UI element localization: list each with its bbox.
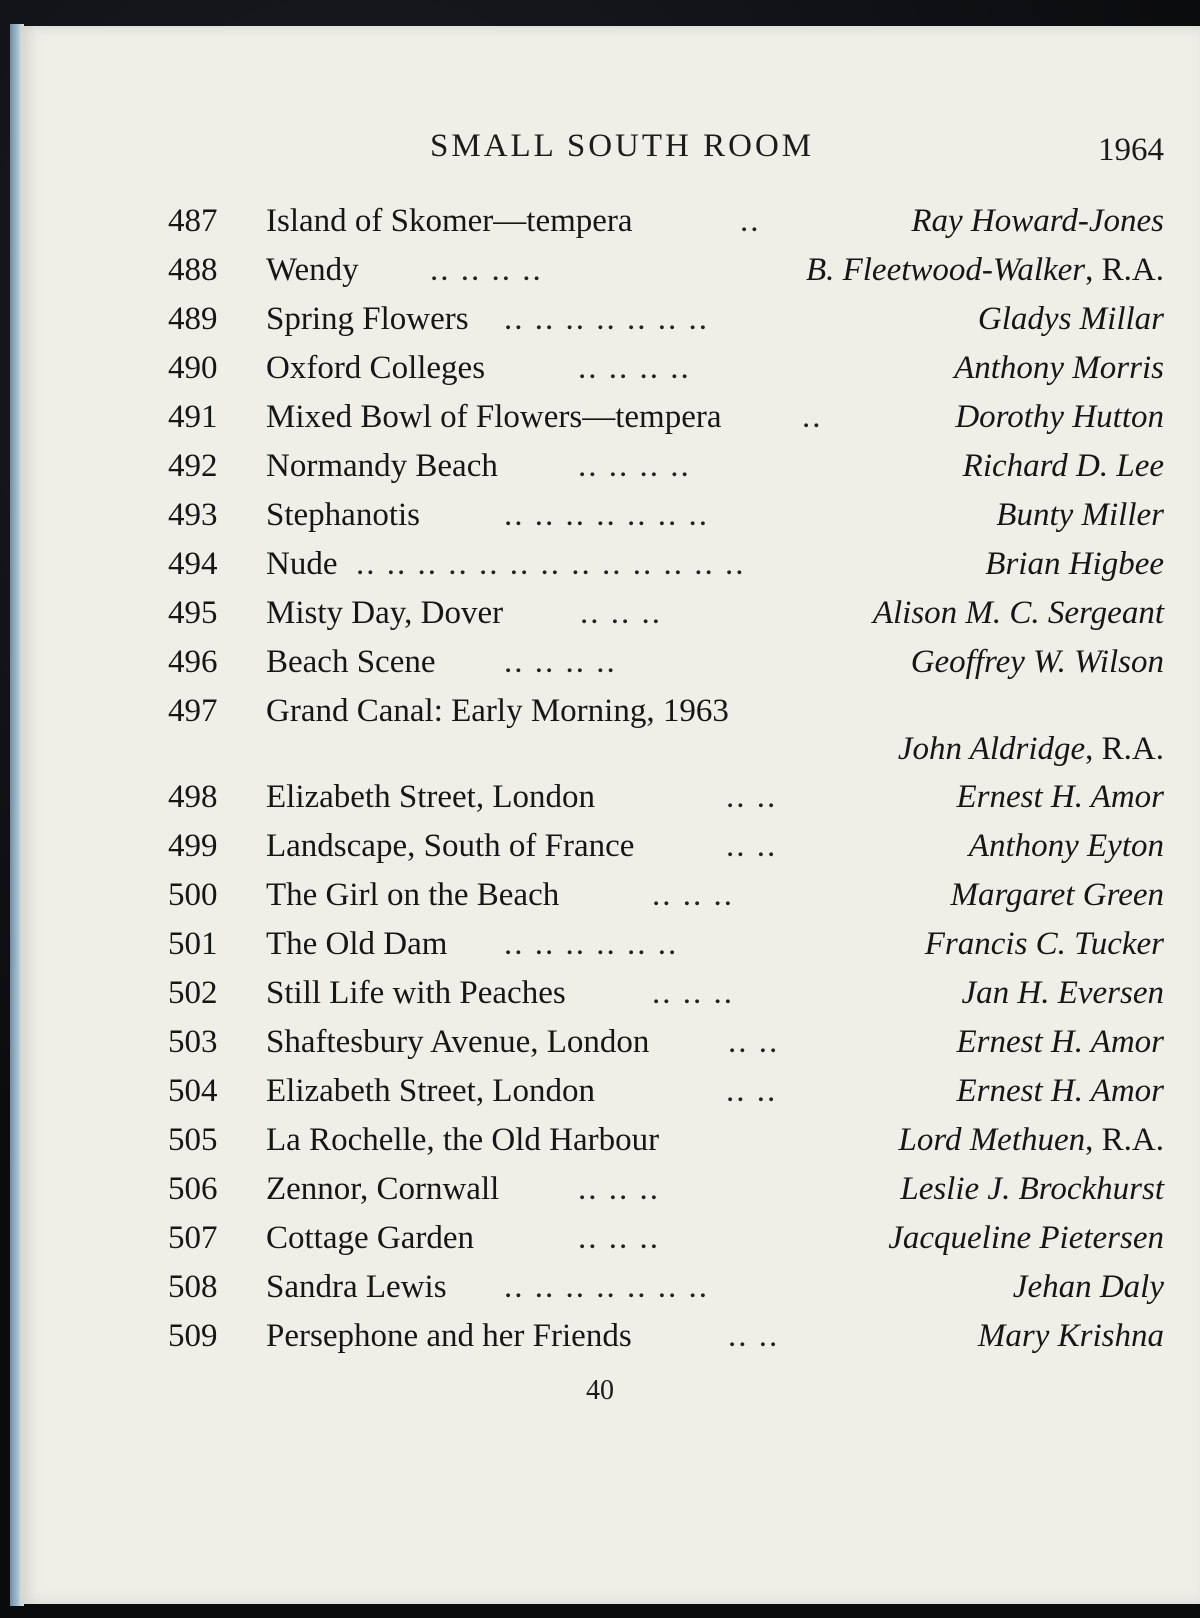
leader-dots: .. .. .. .. .. .. ..	[504, 497, 709, 533]
entry-number: 488	[168, 252, 218, 288]
entry-title: Normandy Beach	[266, 448, 498, 484]
artist-name: Jan H. Eversen	[961, 975, 1164, 1011]
entry-number: 487	[168, 203, 218, 239]
entry-artist	[957, 1019, 1164, 1065]
entry-496	[168, 639, 1164, 688]
entry-501	[168, 921, 1164, 970]
year: 1964	[1098, 132, 1164, 168]
entry-artist	[950, 872, 1164, 918]
entry-504	[168, 1068, 1164, 1117]
entry-number: 493	[168, 497, 218, 533]
entry-492	[168, 443, 1164, 492]
entry-number: 498	[168, 779, 218, 815]
entry-artist	[925, 921, 1164, 967]
artist-name: Dorothy Hutton	[955, 399, 1164, 435]
artist-name: Jehan Daly	[1012, 1269, 1164, 1305]
entry-artist	[911, 198, 1164, 244]
entry-title: Beach Scene	[266, 644, 436, 680]
leader-dots: .. ..	[726, 779, 778, 815]
entry-title: Elizabeth Street, London	[266, 779, 595, 815]
entry-488	[168, 247, 1164, 296]
leader-dots: .. ..	[728, 1024, 780, 1060]
entry-489	[168, 296, 1164, 345]
entry-artist	[978, 1313, 1164, 1359]
entry-title: Spring Flowers	[266, 301, 469, 337]
artist-name: John Aldridge	[897, 731, 1086, 767]
entry-title: Shaftesbury Avenue, London	[266, 1024, 650, 1060]
entry-number: 508	[168, 1269, 218, 1305]
artist-name: Ray Howard-Jones	[911, 203, 1164, 239]
entry-artist	[961, 970, 1164, 1016]
entry-artist	[954, 345, 1164, 391]
entry-title: Nude	[266, 546, 338, 582]
entry-487	[168, 198, 1164, 247]
entry-title: Misty Day, Dover	[266, 595, 504, 631]
leader-dots: ..	[802, 399, 823, 435]
entry-number: 500	[168, 877, 218, 913]
artist-name: Anthony Morris	[954, 350, 1164, 386]
artist-suffix: , R.A.	[1085, 1122, 1164, 1158]
artist-name: Lord Methuen	[898, 1122, 1086, 1158]
leader-dots: .. .. .. .. .. .. ..	[504, 1269, 709, 1305]
entry-499	[168, 823, 1164, 872]
entry-507	[168, 1215, 1164, 1264]
entry-artist	[911, 639, 1164, 685]
artist-name: Anthony Eyton	[968, 828, 1164, 864]
entry-artist	[1013, 1264, 1164, 1310]
entry-title: Oxford Colleges	[266, 350, 486, 386]
artist-name: Francis C. Tucker	[924, 926, 1164, 962]
leader-dots: .. .. ..	[652, 877, 734, 913]
artist-name: Geoffrey W. Wilson	[910, 644, 1164, 680]
entry-title: Grand Canal: Early Morning, 1963	[266, 693, 729, 729]
entry-number: 497	[168, 693, 218, 729]
entry-title: Elizabeth Street, London	[266, 1073, 595, 1109]
leader-dots: .. .. .. ..	[504, 644, 617, 680]
entry-artist	[963, 443, 1164, 489]
entry-495	[168, 590, 1164, 639]
leader-dots: .. .. .. ..	[430, 252, 543, 288]
artist-name: Mary Krishna	[977, 1318, 1164, 1354]
leader-dots: .. .. ..	[578, 1171, 660, 1207]
entry-number: 494	[168, 546, 218, 582]
artist-name: Brian Higbee	[985, 546, 1164, 582]
leader-dots: .. .. .. ..	[578, 350, 691, 386]
entry-493	[168, 492, 1164, 541]
entry-title: Cottage Garden	[266, 1220, 475, 1256]
running-header	[0, 128, 1200, 168]
entry-artist	[888, 1215, 1164, 1261]
entry-title: Persephone and her Friends	[266, 1318, 632, 1354]
artist-name: Ernest H. Amor	[956, 1073, 1164, 1109]
entry-number: 506	[168, 1171, 218, 1207]
leader-dots: .. .. ..	[578, 1220, 660, 1256]
entry-number: 505	[168, 1122, 218, 1158]
entry-number: 496	[168, 644, 218, 680]
entry-title: Stephanotis	[266, 497, 420, 533]
entry-list	[168, 198, 1164, 1362]
entry-artist	[900, 1166, 1164, 1212]
entry-artist	[978, 296, 1164, 342]
entry-500	[168, 872, 1164, 921]
entry-artist	[985, 541, 1164, 587]
artist-name: Ernest H. Amor	[956, 1024, 1164, 1060]
leader-dots: .. .. .. ..	[578, 448, 691, 484]
entry-number: 495	[168, 595, 218, 631]
entry-502	[168, 970, 1164, 1019]
entry-title: Landscape, South of France	[266, 828, 635, 864]
entry-number: 507	[168, 1220, 218, 1256]
entry-503	[168, 1019, 1164, 1068]
entry-title: La Rochelle, the Old Harbour	[266, 1122, 660, 1158]
artist-name: B. Fleetwood-Walker	[805, 252, 1086, 288]
entry-title: The Girl on the Beach	[266, 877, 560, 913]
entry-number: 509	[168, 1318, 218, 1354]
entry-artist	[957, 774, 1164, 820]
entry-title: Mixed Bowl of Flowers—tempera	[266, 399, 722, 435]
entry-number: 489	[168, 301, 218, 337]
entry-artist	[806, 247, 1164, 293]
entry-number: 499	[168, 828, 218, 864]
entry-artist	[957, 1068, 1164, 1114]
entry-497	[168, 688, 1164, 774]
leader-dots: .. ..	[726, 1073, 778, 1109]
entry-artist	[873, 590, 1164, 636]
artist-name: Gladys Millar	[977, 301, 1164, 337]
entry-number: 503	[168, 1024, 218, 1060]
entry-number: 491	[168, 399, 218, 435]
entry-number: 501	[168, 926, 218, 962]
artist-suffix: , R.A.	[1085, 252, 1164, 288]
entry-title: The Old Dam	[266, 926, 448, 962]
entry-491	[168, 394, 1164, 443]
leader-dots: .. .. .. .. .. .. ..	[504, 301, 709, 337]
leader-dots: .. .. ..	[652, 975, 734, 1011]
entry-508	[168, 1264, 1164, 1313]
entry-title: Island of Skomer—tempera	[266, 203, 633, 239]
entry-title: Zennor, Cornwall	[266, 1171, 500, 1207]
entry-title: Sandra Lewis	[266, 1269, 447, 1305]
entry-number: 490	[168, 350, 218, 386]
entry-498	[168, 774, 1164, 823]
artist-name: Leslie J. Brockhurst	[900, 1171, 1164, 1207]
entry-artist	[955, 394, 1164, 440]
page-number: 40	[586, 1375, 614, 1406]
artist-name: Alison M. C. Sergeant	[872, 595, 1164, 631]
leader-dots: .. ..	[726, 828, 778, 864]
artist-name: Ernest H. Amor	[956, 779, 1164, 815]
artist-name: Jacqueline Pietersen	[888, 1220, 1164, 1256]
entry-number: 492	[168, 448, 218, 484]
leader-dots: .. .. ..	[580, 595, 662, 631]
running-title: SMALL SOUTH ROOM	[430, 128, 815, 164]
entry-artist	[969, 823, 1164, 869]
leader-dots: ..	[740, 203, 761, 239]
entry-artist	[996, 492, 1164, 538]
entry-title: Still Life with Peaches	[266, 975, 566, 1011]
entry-494	[168, 541, 1164, 590]
entry-number: 502	[168, 975, 218, 1011]
artist-name: Margaret Green	[950, 877, 1164, 913]
entry-artist	[898, 1117, 1164, 1163]
entry-artist	[898, 726, 1164, 772]
artist-suffix: , R.A.	[1085, 731, 1164, 767]
entry-506	[168, 1166, 1164, 1215]
leader-dots: .. .. .. .. .. .. .. .. .. .. .. .. ..	[356, 546, 746, 582]
leader-dots: .. .. .. .. .. ..	[504, 926, 679, 962]
entry-509	[168, 1313, 1164, 1362]
leader-dots: .. ..	[728, 1318, 780, 1354]
artist-name: Richard D. Lee	[962, 448, 1164, 484]
entry-number: 504	[168, 1073, 218, 1109]
entry-505	[168, 1117, 1164, 1166]
entry-490	[168, 345, 1164, 394]
entry-title: Wendy	[266, 252, 359, 288]
artist-name: Bunty Miller	[996, 497, 1164, 533]
